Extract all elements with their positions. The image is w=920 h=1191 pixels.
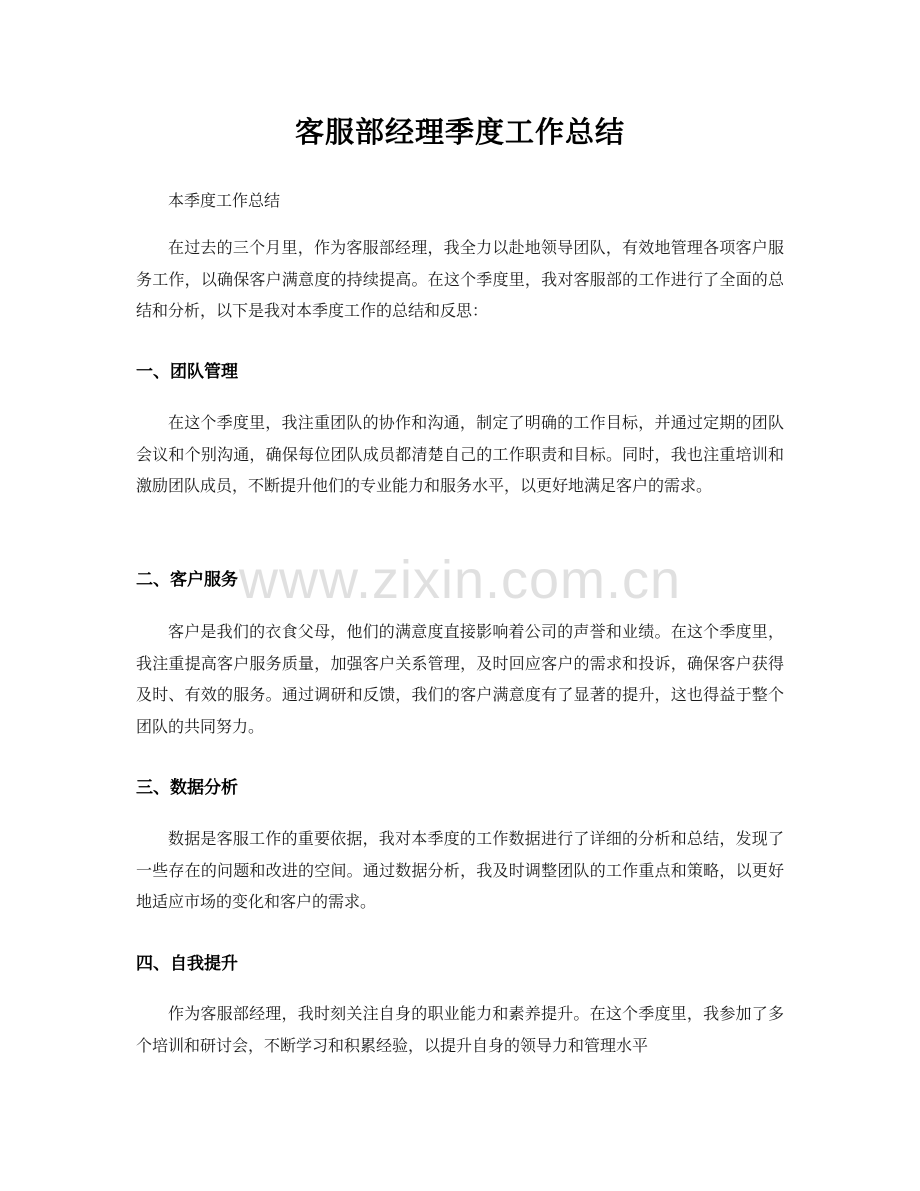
- section-body-data-analysis: 数据是客服工作的重要依据，我对本季度的工作数据进行了详细的分析和总结，发现了一些存在的问题和改进的空间。通过数据分析，我及时调整团队的工作重点和策略，以更好地适应市场的变化和客户的需求。: [136, 829, 784, 912]
- section-heading-customer-service: 二、客户服务: [136, 570, 238, 590]
- section-body-self-improvement: 作为客服部经理，我时刻关注自身的职业能力和素养提升。在这个季度里，我参加了多个培训和研讨会，不断学习和积累经验，以提升自身的领导力和管理水平: [136, 1004, 784, 1055]
- section-heading-data-analysis: 三、数据分析: [136, 778, 238, 798]
- section-heading-team-management: 一、团队管理: [136, 362, 238, 382]
- document-subtitle: 本季度工作总结: [168, 191, 281, 210]
- section-body-customer-service: 客户是我们的衣食父母，他们的满意度直接影响着公司的声誉和业绩。在这个季度里，我注重提高客户服务质量，加强客户关系管理，及时回应客户的需求和投诉，确保客户获得及时、有效的服务。通过调研和反馈，我们的客户满意度有了显著的提升，这也得益于整个团队的共同努力。: [136, 622, 784, 737]
- watermark-text: www.zixin.com.cn: [238, 550, 682, 610]
- section-body-team-management: 在这个季度里，我注重团队的协作和沟通，制定了明确的工作目标，并通过定期的团队会议和个别沟通，确保每位团队成员都清楚自己的工作职责和目标。同时，我也注重培训和激励团队成员，不断提升他们的专业能力和服务水平，以更好地满足客户的需求。: [136, 413, 784, 496]
- document-title: 客服部经理季度工作总结: [294, 115, 625, 149]
- intro-paragraph: 在过去的三个月里，作为客服部经理，我全力以赴地领导团队，有效地管理各项客户服务工作，以确保客户满意度的持续提高。在这个季度里，我对客服部的工作进行了全面的总结和分析，以下是我对本季度工作的总结和反思：: [136, 238, 784, 321]
- section-heading-self-improvement: 四、自我提升: [136, 954, 238, 974]
